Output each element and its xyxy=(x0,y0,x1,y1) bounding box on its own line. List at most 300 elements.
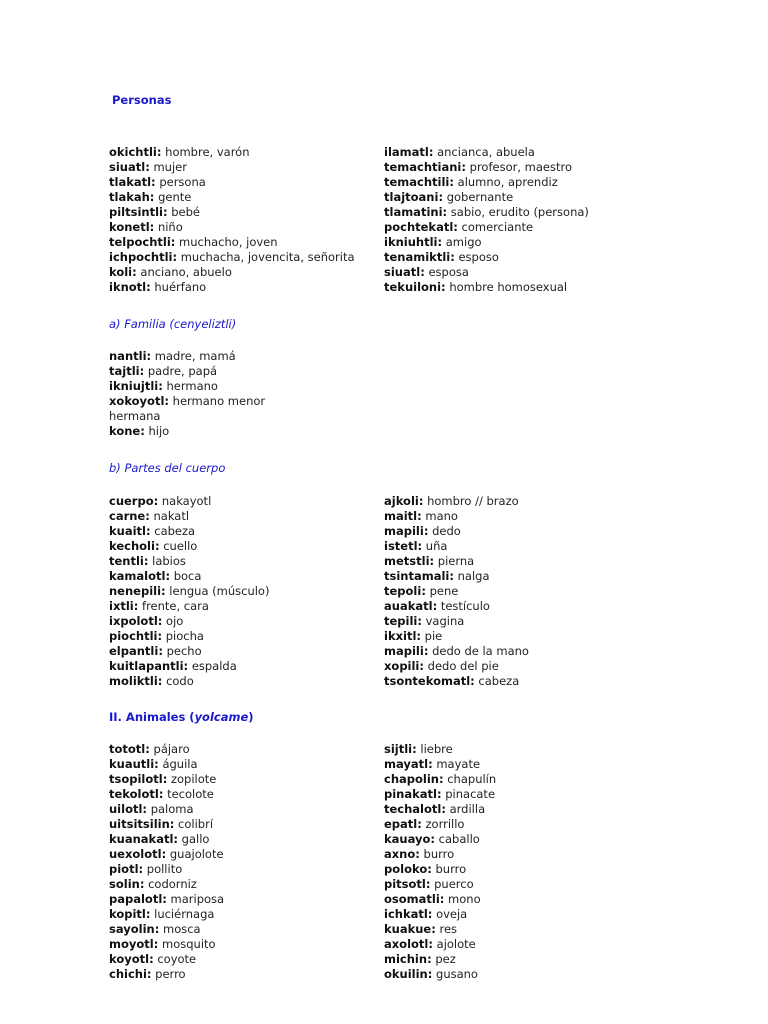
vocab-definition: codorniz xyxy=(148,877,197,891)
vocab-definition: amigo xyxy=(445,235,482,249)
vocab-separator: : xyxy=(449,569,454,583)
vocab-separator: : xyxy=(145,509,150,523)
vocab-definition: caballo xyxy=(438,832,480,846)
vocab-entry xyxy=(384,584,529,599)
vocab-entry xyxy=(384,832,496,847)
vocab-term: kuaitl xyxy=(109,524,146,538)
vocab-term: telpochtli xyxy=(109,235,171,249)
vocab-definition: comerciante xyxy=(461,220,534,234)
vocab-entry xyxy=(384,145,589,160)
vocab-entry xyxy=(384,235,589,250)
vocab-entry xyxy=(384,280,589,295)
vocab-entry xyxy=(384,757,496,772)
vocab-definition: gobernante xyxy=(446,190,514,204)
vocab-entry xyxy=(109,379,265,394)
vocab-separator: : xyxy=(158,644,163,658)
vocab-separator: : xyxy=(420,265,425,279)
vocab-separator: : xyxy=(133,599,139,613)
vocab-term: piltsintli xyxy=(109,205,163,219)
vocab-separator: : xyxy=(143,554,149,568)
vocab-term: tsontekomatl xyxy=(384,674,471,688)
vocab-separator: : xyxy=(132,265,137,279)
vocab-term: nantli xyxy=(109,349,147,363)
vocab-definition: codo xyxy=(166,674,194,688)
vocab-separator: : xyxy=(417,817,422,831)
vocab-term: kuautli xyxy=(109,757,155,771)
vocab-separator: : xyxy=(437,235,443,249)
vocab-separator: : xyxy=(427,862,432,876)
vocab-definition: labios xyxy=(152,554,186,568)
vocab-term: tlamatini xyxy=(384,205,443,219)
vocab-separator: : xyxy=(153,494,159,508)
vocab-definition: chapulín xyxy=(447,772,497,786)
vocab-entry xyxy=(109,862,224,877)
vocab-term: tsopilotl xyxy=(109,772,163,786)
vocab-entry xyxy=(384,524,529,539)
vocab-term: pochtekatl xyxy=(384,220,454,234)
vocab-separator: : xyxy=(142,802,148,816)
vocab-entry xyxy=(384,847,496,862)
vocab-separator: : xyxy=(146,349,152,363)
vocab-entry xyxy=(109,922,224,937)
vocab-definition: boca xyxy=(173,569,202,583)
vocab-separator: : xyxy=(172,250,178,264)
vocab-definition: cabeza xyxy=(478,674,520,688)
vocab-entry xyxy=(109,614,269,629)
vocab-entry xyxy=(384,937,496,952)
vocab-separator: : xyxy=(441,280,446,294)
vocab-separator: : xyxy=(161,584,166,598)
vocab-separator: : xyxy=(417,509,422,523)
vocab-term: pitsotl xyxy=(384,877,426,891)
vocab-separator: : xyxy=(427,967,433,981)
vocab-entry xyxy=(109,409,265,424)
vocab-term: tlakatl xyxy=(109,175,152,189)
vocab-definition: hermano menor xyxy=(172,394,266,408)
vocab-term: elpantli xyxy=(109,644,159,658)
vocab-separator: : xyxy=(438,772,444,786)
vocab-separator: : xyxy=(428,145,434,159)
vocab-separator: : xyxy=(450,250,455,264)
vocab-separator: : xyxy=(415,847,420,861)
vocab-term: sayolin xyxy=(109,922,155,936)
vocab-term: ichpochtli xyxy=(109,250,173,264)
vocab-entry xyxy=(109,757,224,772)
vocab-entry xyxy=(384,614,529,629)
vocab-definition: alumno, aprendiz xyxy=(457,175,558,189)
vocab-definition: dedo del pie xyxy=(427,659,499,673)
vocab-term: tekolotl xyxy=(109,787,159,801)
vocab-term: konetl xyxy=(109,220,150,234)
vocab-entry xyxy=(384,160,589,175)
vocab-definition: persona xyxy=(159,175,206,189)
vocab-definition: mujer xyxy=(153,160,187,174)
vocab-term: maitl xyxy=(384,509,418,523)
vocab-entry xyxy=(109,772,224,787)
vocab-entry xyxy=(384,599,529,614)
vocab-definition: mosquito xyxy=(162,937,216,951)
vocab-separator: : xyxy=(139,877,145,891)
vocab-definition: sabio, erudito (persona) xyxy=(450,205,589,219)
vocab-separator: : xyxy=(449,175,454,189)
heading-animales-post: ) xyxy=(248,710,254,724)
vocab-definition: guajolote xyxy=(169,847,224,861)
vocab-entry xyxy=(109,265,355,280)
animales-left-column xyxy=(109,742,224,982)
vocab-term: tepoli xyxy=(384,584,422,598)
vocab-term: mapili xyxy=(384,644,424,658)
vocab-definition: hombre homosexual xyxy=(449,280,568,294)
vocab-entry xyxy=(109,877,224,892)
vocab-separator: : xyxy=(419,659,424,673)
vocab-term: techalotl xyxy=(384,802,442,816)
vocab-term: xopili xyxy=(384,659,420,673)
vocab-entry xyxy=(109,205,355,220)
vocab-definition: pollito xyxy=(146,862,183,876)
vocab-entry xyxy=(109,787,224,802)
vocab-entry xyxy=(384,772,496,787)
vocab-term: temachtili xyxy=(384,175,450,189)
vocab-separator: : xyxy=(169,817,175,831)
vocab-definition: colibrí xyxy=(178,817,214,831)
vocab-definition: cabeza xyxy=(154,524,196,538)
vocab-term: uilotl xyxy=(109,802,143,816)
vocab-term: tenamiktli xyxy=(384,250,451,264)
vocab-separator: : xyxy=(149,190,155,204)
vocab-separator: : xyxy=(154,922,160,936)
vocab-term: piochtli xyxy=(109,629,158,643)
vocab-term: temachtiani xyxy=(384,160,462,174)
vocab-term: tekuiloni xyxy=(384,280,442,294)
vocab-separator: : xyxy=(170,235,176,249)
vocab-entry xyxy=(384,644,529,659)
vocab-term: okuilin xyxy=(384,967,428,981)
vocab-term: tajtli xyxy=(109,364,140,378)
vocab-definition: mosca xyxy=(163,922,201,936)
vocab-definition: burro xyxy=(423,847,455,861)
vocab-separator: : xyxy=(428,937,433,951)
vocab-separator: : xyxy=(427,952,432,966)
vocab-entry xyxy=(384,802,496,817)
vocab-definition: lengua (músculo) xyxy=(169,584,270,598)
vocab-term: siuatl xyxy=(109,160,146,174)
vocab-definition: hijo xyxy=(148,424,170,438)
vocab-term: axno xyxy=(384,847,416,861)
vocab-definition: coyote xyxy=(157,952,197,966)
vocab-definition: hermana xyxy=(109,409,161,423)
vocab-separator: : xyxy=(438,190,444,204)
vocab-entry xyxy=(384,494,529,509)
vocab-term: kecholi xyxy=(109,539,155,553)
vocab-term: koli xyxy=(109,265,133,279)
vocab-separator: : xyxy=(441,802,446,816)
vocab-separator: : xyxy=(161,847,167,861)
vocab-separator: : xyxy=(439,892,445,906)
vocab-term: moliktli xyxy=(109,674,158,688)
vocab-definition: esposo xyxy=(458,250,499,264)
vocab-definition: madre, mamá xyxy=(154,349,236,363)
vocab-entry xyxy=(109,742,224,757)
vocab-separator: : xyxy=(146,967,152,981)
vocab-entry xyxy=(109,145,355,160)
vocab-definition: mono xyxy=(448,892,481,906)
vocab-separator: : xyxy=(139,364,145,378)
vocab-separator: : xyxy=(432,599,438,613)
vocab-entry xyxy=(109,937,224,952)
vocab-term: piotl xyxy=(109,862,139,876)
vocab-term: kuakue xyxy=(384,922,432,936)
vocab-term: tlajtoani xyxy=(384,190,439,204)
vocab-entry xyxy=(384,539,529,554)
vocab-term: axolotl xyxy=(384,937,429,951)
vocab-definition: res xyxy=(439,922,458,936)
vocab-term: epatl xyxy=(384,817,418,831)
vocab-separator: : xyxy=(417,539,423,553)
vocab-entry xyxy=(384,862,496,877)
vocab-term: pinakatl xyxy=(384,787,437,801)
vocab-term: ixpolotl xyxy=(109,614,158,628)
vocab-separator: : xyxy=(442,205,448,219)
vocab-definition: pierna xyxy=(437,554,475,568)
vocab-definition: nakayotl xyxy=(161,494,212,508)
vocab-term: carne xyxy=(109,509,146,523)
vocab-separator: : xyxy=(423,524,429,538)
vocab-separator: : xyxy=(158,379,163,393)
vocab-entry xyxy=(384,205,589,220)
vocab-definition: mano xyxy=(425,509,458,523)
vocab-entry xyxy=(109,599,269,614)
vocab-entry xyxy=(384,265,589,280)
vocab-term: uexolotl xyxy=(109,847,162,861)
vocab-definition: pie xyxy=(424,629,443,643)
vocab-entry xyxy=(384,817,496,832)
vocab-entry xyxy=(384,554,529,569)
vocab-entry xyxy=(384,674,529,689)
vocab-term: okichtli xyxy=(109,145,157,159)
vocab-entry xyxy=(109,554,269,569)
vocab-definition: perro xyxy=(155,967,186,981)
vocab-term: ikniujtli xyxy=(109,379,159,393)
vocab-entry xyxy=(109,832,224,847)
vocab-separator: : xyxy=(156,145,162,159)
vocab-entry xyxy=(109,644,269,659)
personas-right-column xyxy=(384,145,589,295)
vocab-entry xyxy=(109,190,355,205)
vocab-definition: luciérnaga xyxy=(154,907,215,921)
vocab-term: metstli xyxy=(384,554,430,568)
vocab-definition: hombre, varón xyxy=(165,145,250,159)
vocab-entry xyxy=(109,524,269,539)
vocab-definition: pinacate xyxy=(445,787,496,801)
vocab-term: auakatl xyxy=(384,599,433,613)
vocab-separator: : xyxy=(429,554,435,568)
vocab-separator: : xyxy=(416,629,421,643)
vocab-definition: anciano, abuelo xyxy=(140,265,232,279)
vocab-separator: : xyxy=(165,569,171,583)
familia-left-column xyxy=(109,349,265,439)
vocab-separator: : xyxy=(412,742,417,756)
vocab-definition: ardilla xyxy=(449,802,486,816)
vocab-separator: : xyxy=(145,907,151,921)
vocab-definition: águila xyxy=(162,757,198,771)
vocab-definition: bebé xyxy=(171,205,200,219)
vocab-entry xyxy=(109,629,269,644)
vocab-definition: vagina xyxy=(425,614,465,628)
vocab-separator: : xyxy=(164,394,170,408)
vocab-entry xyxy=(384,877,496,892)
vocab-entry xyxy=(384,742,496,757)
vocab-term: uitsitsilin xyxy=(109,817,170,831)
vocab-definition: hermano xyxy=(166,379,218,393)
heading-familia: a) Familia (cenyeliztli) xyxy=(109,317,237,331)
vocab-definition: tecolote xyxy=(167,787,214,801)
vocab-entry xyxy=(109,952,224,967)
vocab-term: mapili xyxy=(384,524,424,538)
vocab-term: ilamatl xyxy=(384,145,429,159)
vocab-definition: puerco xyxy=(434,877,474,891)
heading-animales-em: yolcame xyxy=(194,710,249,724)
vocab-definition: ancianca, abuela xyxy=(437,145,535,159)
vocab-entry xyxy=(109,394,265,409)
vocab-term: ixtli xyxy=(109,599,134,613)
vocab-entry xyxy=(109,674,269,689)
vocab-separator: : xyxy=(428,757,433,771)
vocab-term: xokoyotl xyxy=(109,394,165,408)
vocab-term: kopitl xyxy=(109,907,146,921)
vocab-separator: : xyxy=(162,205,168,219)
vocab-definition: ojo xyxy=(166,614,184,628)
vocab-entry xyxy=(109,569,269,584)
vocab-entry xyxy=(109,907,224,922)
vocab-term: michin xyxy=(384,952,428,966)
vocab-separator: : xyxy=(461,160,466,174)
vocab-separator: : xyxy=(418,494,424,508)
vocab-definition: esposa xyxy=(428,265,469,279)
vocab-term: kauayo xyxy=(384,832,431,846)
vocab-term: tsintamali xyxy=(384,569,450,583)
vocab-separator: : xyxy=(149,952,154,966)
vocab-separator: : xyxy=(173,832,178,846)
vocab-term: moyotl xyxy=(109,937,154,951)
vocab-separator: : xyxy=(138,862,144,876)
vocab-term: chapolin xyxy=(384,772,439,786)
vocab-entry xyxy=(384,175,589,190)
vocab-definition: pájaro xyxy=(153,742,190,756)
vocab-entry xyxy=(109,235,355,250)
vocab-definition: dedo de la mano xyxy=(432,644,529,658)
vocab-entry xyxy=(109,160,355,175)
vocab-definition: pene xyxy=(429,584,459,598)
vocab-definition: gusano xyxy=(436,967,478,981)
vocab-separator: : xyxy=(430,832,436,846)
heading-animales xyxy=(109,710,254,724)
vocab-definition: uña xyxy=(425,539,448,553)
vocab-separator: : xyxy=(154,539,160,553)
vocab-entry xyxy=(109,220,355,235)
vocab-separator: : xyxy=(140,424,145,438)
vocab-definition: burro xyxy=(435,862,467,876)
vocab-definition: testículo xyxy=(440,599,490,613)
heading-personas: Personas xyxy=(112,93,172,107)
vocab-term: kuanakatl xyxy=(109,832,174,846)
vocab-entry xyxy=(109,280,355,295)
vocab-definition: oveja xyxy=(436,907,468,921)
vocab-term: poloko xyxy=(384,862,428,876)
vocab-definition: frente, cara xyxy=(142,599,209,613)
vocab-separator: : xyxy=(183,659,189,673)
vocab-entry xyxy=(109,892,224,907)
vocab-entry xyxy=(384,190,589,205)
vocab-separator: : xyxy=(157,674,163,688)
vocab-definition: hombro // brazo xyxy=(427,494,519,508)
vocab-term: mayatl xyxy=(384,757,429,771)
vocab-separator: : xyxy=(470,674,475,688)
vocab-definition: piocha xyxy=(165,629,204,643)
vocab-separator: : xyxy=(146,280,151,294)
vocab-term: osomatli xyxy=(384,892,440,906)
vocab-term: kuitlapantli xyxy=(109,659,184,673)
vocab-term: ikxitl xyxy=(384,629,417,643)
vocab-separator: : xyxy=(157,614,163,628)
vocab-separator: : xyxy=(431,922,436,936)
vocab-definition: muchacho, joven xyxy=(179,235,278,249)
vocab-definition: pecho xyxy=(166,644,202,658)
vocab-entry xyxy=(384,907,496,922)
vocab-term: chichi xyxy=(109,967,147,981)
vocab-term: tototl xyxy=(109,742,146,756)
vocab-definition: liebre xyxy=(420,742,453,756)
vocab-definition: ajolote xyxy=(436,937,476,951)
vocab-separator: : xyxy=(417,614,422,628)
vocab-definition: muchacha, jovencita, señorita xyxy=(180,250,355,264)
vocab-entry xyxy=(109,509,269,524)
vocab-entry xyxy=(384,509,529,524)
vocab-entry xyxy=(384,659,529,674)
vocab-separator: : xyxy=(153,937,159,951)
vocab-term: tentli xyxy=(109,554,144,568)
vocab-definition: cuello xyxy=(163,539,198,553)
vocab-definition: padre, papá xyxy=(147,364,218,378)
vocab-term: cuerpo xyxy=(109,494,154,508)
vocab-entry xyxy=(109,802,224,817)
vocab-term: siuatl xyxy=(384,265,421,279)
vocab-entry xyxy=(384,967,496,982)
vocab-separator: : xyxy=(145,742,150,756)
vocab-term: nenepili xyxy=(109,584,162,598)
vocab-term: sijtli xyxy=(384,742,413,756)
vocab-term: tlakah xyxy=(109,190,150,204)
vocab-definition: espalda xyxy=(191,659,237,673)
vocab-definition: huérfano xyxy=(154,280,207,294)
vocab-definition: pez xyxy=(435,952,456,966)
vocab-entry xyxy=(109,364,265,379)
vocab-definition: paloma xyxy=(150,802,194,816)
vocab-separator: : xyxy=(453,220,458,234)
vocab-separator: : xyxy=(423,644,429,658)
cuerpo-right-column xyxy=(384,494,529,689)
vocab-entry xyxy=(384,952,496,967)
vocab-term: iknotl xyxy=(109,280,147,294)
vocab-separator: : xyxy=(145,160,150,174)
vocab-entry xyxy=(384,892,496,907)
animales-right-column xyxy=(384,742,496,982)
vocab-entry xyxy=(109,847,224,862)
vocab-entry xyxy=(109,584,269,599)
heading-animales-pre: II. Animales ( xyxy=(109,710,195,724)
cuerpo-left-column xyxy=(109,494,269,689)
vocab-entry xyxy=(109,175,355,190)
vocab-separator: : xyxy=(157,629,163,643)
